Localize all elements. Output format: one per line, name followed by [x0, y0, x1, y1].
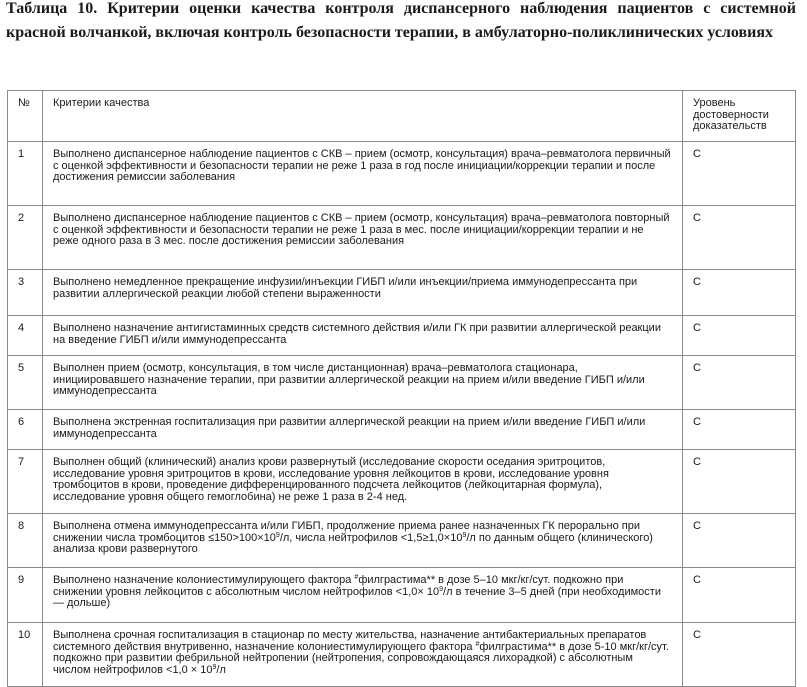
header-criteria: Критерии качества	[43, 91, 683, 142]
superscript: 9	[439, 585, 444, 593]
row-evidence-level: C	[683, 623, 796, 687]
row-criteria: Выполнено диспансерное наблюдение пациентов с СКВ – прием (осмотр, консультация) врача–ревматолога первичный с оценкой эффективности и безопасности терапии не реже 1 раза в год после инициации/коррекции терапии и после достижения ремиссии заболевания	[43, 142, 683, 206]
row-criteria: Выполнена экстренная госпитализация при развитии аллергической реакции на прием и/или введение ГИБП и/или иммунодепрессанта	[43, 410, 683, 450]
table-row	[8, 206, 796, 270]
row-number: 7	[8, 450, 43, 514]
criteria-text-part: Выполнена отмена иммунодепрессанта и/или ГИБП, продолжение приема ранее назначенных ГК перорально при снижении числа тромбоцитов ≤150>100×10	[53, 520, 641, 544]
row-criteria	[43, 623, 683, 687]
row-evidence-level: C	[683, 514, 796, 568]
row-number: 1	[8, 142, 43, 206]
header-number: №	[8, 91, 43, 142]
table-row	[8, 410, 796, 450]
row-number: 2	[8, 206, 43, 270]
criteria-text-part: Выполнено назначение колониестимулирующего фактора	[53, 574, 355, 586]
criteria-text-part: /л по данным общего (клинического) анализа крови развернутого	[53, 531, 653, 555]
row-evidence-level: C	[683, 356, 796, 410]
row-criteria: Выполнено диспансерное наблюдение пациентов с СКВ – прием (осмотр, консультация) врача–ревматолога повторный с оценкой эффективности и безопасности терапии не реже 1 раза в мес. после инициации/коррекции терапии и не реже одного раза в 3 мес. после достижения ремиссии заболевания	[43, 206, 683, 270]
criteria-text-part: филграстима** в дозе 5–10 мкг/кг/сут. подкожно при снижении уровня лейкоцитов с абсолютным числом нейтрофилов <1,0× 10	[53, 574, 624, 598]
superscript: 9	[275, 531, 280, 539]
criteria-text-part: /л в течение 3–5 дней (при необходимости — дольше)	[53, 585, 661, 609]
superscript: 9	[212, 663, 217, 671]
row-evidence-level: C	[683, 316, 796, 356]
row-number: 9	[8, 568, 43, 623]
criteria-text-part: Выполнена срочная госпитализация в стационар по месту жительства, назначение антибактериальных препаратов системного действия внутривенно, назначение колониестимулирующего фактора	[53, 629, 647, 653]
table-title: Таблица 10. Критерии оценки качества контроля диспансерного наблюдения пациентов с системной красной волчанкой, включая контроль безопасности терапии, в амбулаторно-поликлинических условиях	[6, 0, 796, 41]
document-title-block	[6, 0, 796, 45]
criteria-text-part: филграстима** в дозе 5-10 мкг/кг/сут. подкожно при развитии фебрильной нейтропении (нейтропения, сопровождающаяся лихорадкой) с абсолютным числом нейтрофилов <1,0 × 10	[53, 640, 669, 676]
row-evidence-level: C	[683, 206, 796, 270]
row-number: 3	[8, 270, 43, 316]
quality-criteria-table	[7, 90, 796, 687]
table-row	[8, 142, 796, 206]
row-number: 5	[8, 356, 43, 410]
row-evidence-level: C	[683, 410, 796, 450]
row-evidence-level: C	[683, 270, 796, 316]
row-criteria	[43, 568, 683, 623]
row-criteria	[43, 514, 683, 568]
row-evidence-level: C	[683, 568, 796, 623]
table-row	[8, 270, 796, 316]
row-evidence-level: C	[683, 450, 796, 514]
row-criteria: Выполнен общий (клинический) анализ крови развернутый (исследование скорости оседания эритроцитов, исследование уровня эритроцитов в крови, исследование уровня лейкоцитов в крови, исследование уровня тромбоцитов в крови, проведение дифференцированного подсчета лейкоцитов (лейкоцитарная формула), исследование уровня общего гемоглобина) не реже 1 раза в 2-4 нед.	[43, 450, 683, 514]
superscript: #	[354, 574, 359, 581]
row-number: 6	[8, 410, 43, 450]
table-row	[8, 356, 796, 410]
table-row	[8, 568, 796, 623]
table-header-row	[8, 91, 796, 142]
superscript: 9	[462, 531, 467, 539]
row-criteria: Выполнено немедленное прекращение инфузии/инъекции ГИБП и/или инъекции/приема иммунодепрессанта при развитии аллергической реакции любой степени выраженности	[43, 270, 683, 316]
superscript: #	[475, 640, 480, 648]
row-criteria: Выполнен прием (осмотр, консультация, в том числе дистанционная) врача–ревматолога стационара, инициировавшего назначение терапии, при развитии аллергической реакции на прием и/или введение ГИБП и/или иммунодепрессанта	[43, 356, 683, 410]
header-evidence-level: Уровень достоверности доказательств	[683, 91, 796, 142]
row-number: 8	[8, 514, 43, 568]
table-row	[8, 623, 796, 687]
criteria-text-part: /л	[216, 663, 226, 676]
table-row	[8, 316, 796, 356]
row-evidence-level: C	[683, 142, 796, 206]
row-number: 4	[8, 316, 43, 356]
table-row	[8, 450, 796, 514]
row-number: 10	[8, 623, 43, 687]
table-row	[8, 514, 796, 568]
row-criteria: Выполнено назначение антигистаминных средств системного действия и/или ГК при развитии аллергической реакции на введение ГИБП и/или иммунодепрессанта	[43, 316, 683, 356]
criteria-text-part: /л, числа нейтрофилов <1,5≥1,0×10	[279, 531, 463, 544]
